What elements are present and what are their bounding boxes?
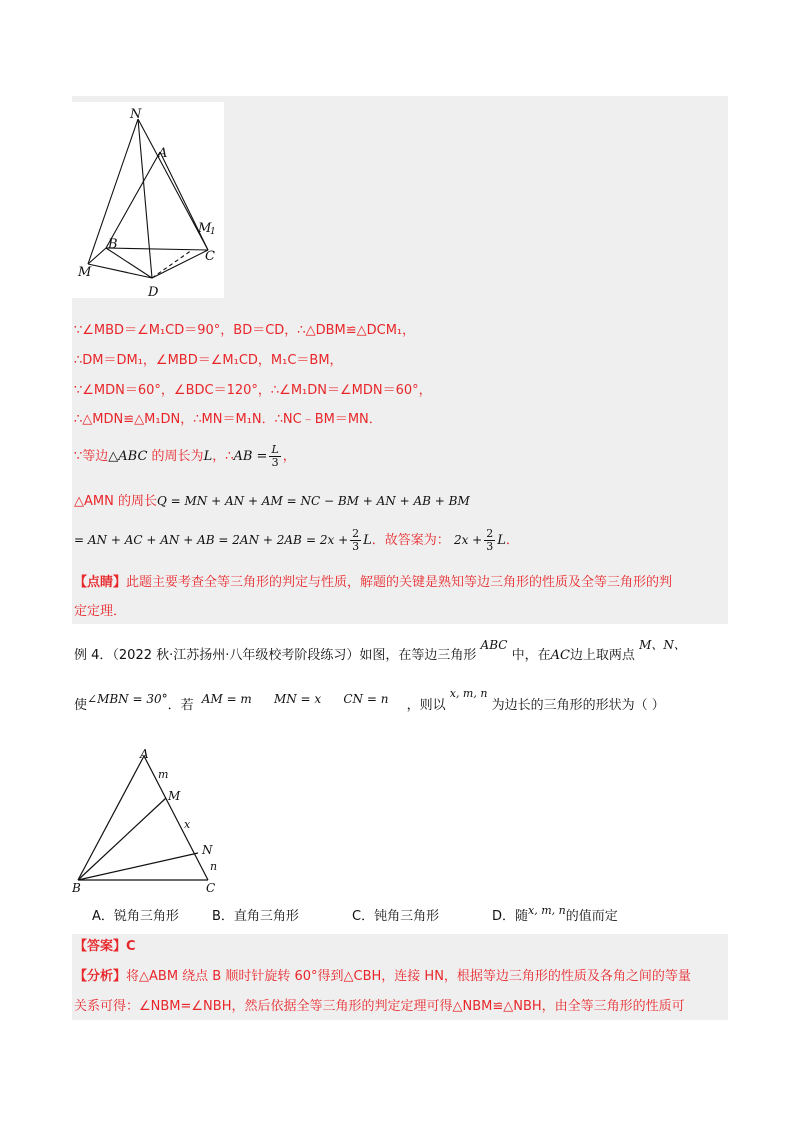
fig2-label-C: C (206, 881, 216, 895)
fig1-label-B: B (108, 237, 118, 252)
option-d-suffix: 的值而定 (565, 909, 618, 924)
fig2-label-A: A (140, 747, 149, 761)
fig2-label-B: B (72, 881, 81, 895)
example-abc: ABC (480, 638, 508, 652)
example-am: AM = m (201, 692, 252, 706)
line5-triangle: △ABC (108, 449, 148, 464)
line7-answer-label: ．故答案为： (371, 533, 450, 548)
option-a[interactable]: A．锐角三角形 (92, 909, 179, 924)
line7-answer-L: L (497, 533, 506, 548)
solution-line-6 (74, 492, 470, 511)
fig1-label-M: M (78, 265, 92, 280)
line5-prefix: ∵等边 (74, 449, 109, 464)
example-in: 中，在 (511, 648, 551, 663)
example-intro: 例 4．（2022 秋·江苏扬州·八年级校考阶段练习）如图，在等边三角形 (74, 648, 477, 663)
fig2-label-m: m (158, 768, 169, 781)
figure-2-diagram (72, 746, 232, 896)
option-b[interactable]: B．直角三角形 (212, 909, 299, 924)
line7-answer-fraction (484, 528, 495, 553)
line7-eq: = 2x + (306, 533, 349, 547)
figure-2 (72, 746, 232, 896)
solution-line-7 (74, 528, 519, 553)
solution-line-4: ∴△MDN≌△M₁DN，∴MN＝M₁N．∴NC﹣BM＝MN． (74, 412, 382, 427)
line6-prefix: △AMN 的周长 (74, 494, 157, 509)
fig2-label-M: M (168, 789, 181, 803)
line7-answer: 2x + (453, 533, 483, 547)
line5-L: L (203, 449, 213, 464)
option-d[interactable] (492, 904, 618, 926)
line7-end: ． (505, 533, 519, 548)
example-mnx: MN = x (273, 692, 322, 706)
example-ac: AC (550, 648, 570, 663)
fig2-label-x: x (184, 818, 191, 831)
fig1-label-A: A (158, 146, 168, 161)
fig2-label-n: n (210, 860, 218, 873)
example-ask: 为边长的三角形的形状为（ ） (491, 698, 665, 713)
analysis-label: 【分析】 (74, 969, 127, 984)
fig1-label-N: N (130, 107, 142, 122)
example-mn: M、N、 (639, 638, 686, 652)
solution-line-3: ∵∠MDN＝60°，∠BDC＝120°，∴∠M₁DN＝∠MDN＝60°， (74, 383, 432, 398)
comment-label: 【点睛】 (74, 575, 127, 590)
solution-line-1: ∵∠MBD＝∠M₁CD＝90°，BD＝CD，∴△DBM≌△DCM₁， (74, 323, 416, 338)
line7-L: L (363, 533, 372, 548)
line7-answer-frac-den: 3 (486, 540, 494, 553)
example-then: ，则以 (406, 698, 446, 713)
option-d-vars: x, m, n (528, 904, 566, 917)
line5-frac-num: L (271, 443, 279, 456)
solution-line-2: ∴DM＝DM₁，∠MBD＝∠M₁CD，M₁C＝BM， (74, 353, 343, 368)
comment-text-1: 此题主要考查全等三角形的判定与性质，解题的关键是熟知等边三角形的性质及全等三角形的判 (126, 575, 673, 590)
example-make: 使 (74, 698, 88, 713)
line5-therefore: ，∴ (212, 449, 234, 464)
line7-frac-den: 3 (352, 540, 360, 553)
line5-frac-den: 3 (271, 456, 279, 469)
solution-line-5 (74, 444, 296, 469)
line5-end: ， (282, 449, 296, 464)
fig1-label-M1-sub: 1 (210, 227, 216, 237)
example-edge: 边上取两点 (569, 648, 635, 663)
fig2-label-N: N (202, 843, 213, 857)
line7-answer-frac-num: 2 (486, 527, 494, 540)
figure-1 (72, 102, 224, 298)
line5-ab: AB = (233, 449, 268, 464)
answer-line: 【答案】C (74, 939, 136, 954)
line5-fraction (269, 444, 280, 469)
example-xmn: x, m, n (449, 687, 488, 700)
fig1-label-M1: M (198, 221, 212, 236)
fig1-label-D: D (148, 285, 159, 298)
comment-line-2: 定定理． (74, 604, 127, 619)
comment-line-1 (74, 574, 672, 592)
analysis-line-2: 关系可得：∠NBM=∠NBH，然后依据全等三角形的判定定理可得△NBM≌△NBH，由全等三角形的性质可 (74, 999, 685, 1014)
option-d-prefix: D．随 (492, 909, 529, 924)
option-c[interactable]: C．钝角三角形 (352, 909, 440, 924)
fig1-label-C: C (205, 249, 215, 264)
figure-1-diagram (72, 102, 224, 298)
line7-fraction (350, 528, 361, 553)
analysis-line-1 (74, 968, 691, 986)
example-cn: CN = n (343, 692, 389, 706)
line7-frac-num: 2 (352, 527, 360, 540)
analysis-text-1: 将△ABM 绕点 B 顺时针旋转 60°得到△CBH，连接 HN，根据等边三角形的性质及各角之间的等量 (126, 969, 691, 984)
example-if: ．若 (167, 698, 194, 713)
line5-mid: 的周长为 (147, 449, 204, 464)
line6-expr: Q = MN + AN + AM = NC − BM + AN + AB + BM (156, 494, 470, 508)
example-condition-line (74, 687, 665, 715)
line7-expr: = AN + AC + AN + AB = 2AN + 2AB (74, 533, 302, 547)
example-intro-line (74, 638, 686, 665)
example-angle: ∠MBN = 30° (87, 692, 168, 706)
